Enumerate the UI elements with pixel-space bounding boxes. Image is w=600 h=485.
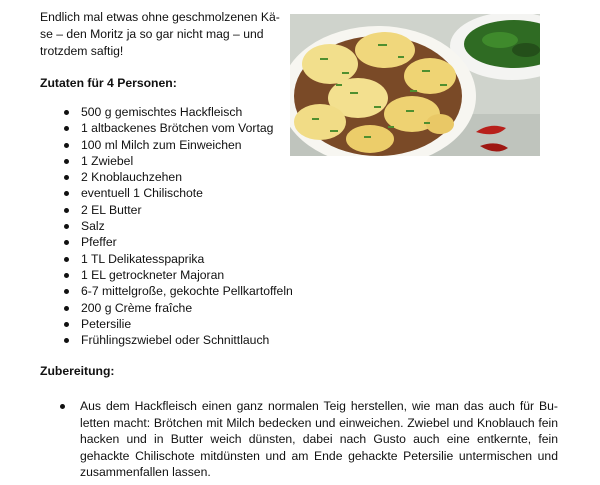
ingredient-item: 1 altbackenes Brötchen vom Vortag <box>40 120 293 136</box>
ingredients-list <box>40 104 293 348</box>
ingredient-item: Frühlingszwiebel oder Schnittlauch <box>40 332 293 348</box>
ingredient-item: 200 g Crème fraîche <box>40 300 293 316</box>
preparation-step: Aus dem Hackfleisch einen ganz normalen Teig herstellen, wie man das auch für Bu-letten macht: Brötchen mit Milch bedecken und einweichen. Zwiebel und Knoblauch fein hacken und in Butter weich dünsten, dabei nach Gusto auch eine entkernte, fein gehackte Chilischote mitdünsten und am Ende gehackte Petersilie untermischen und zusammenfallen lassen. <box>58 398 558 481</box>
ingredient-item: 2 Knoblauchzehen <box>40 169 293 185</box>
ingredient-item: 500 g gemischtes Hackfleisch <box>40 104 293 120</box>
preparation-heading: Zubereitung: <box>40 364 115 378</box>
ingredient-item: 2 EL Butter <box>40 202 293 218</box>
intro-text <box>40 9 280 60</box>
intro-line: se – den Moritz ja so gar nicht mag – und <box>40 27 264 41</box>
intro-line: Endlich mal etwas ohne geschmolzenen Kä- <box>40 10 280 24</box>
intro-line: trotzdem saftig! <box>40 44 124 58</box>
ingredient-item: Petersilie <box>40 316 293 332</box>
ingredient-item: Pfeffer <box>40 234 293 250</box>
ingredient-item: Salz <box>40 218 293 234</box>
ingredient-item: 100 ml Milch zum Einweichen <box>40 137 293 153</box>
ingredient-item: 6-7 mittelgroße, gekochte Pellkartoffeln <box>40 283 293 299</box>
ingredients-heading: Zutaten für 4 Personen: <box>40 76 177 90</box>
ingredient-item: 1 EL getrockneter Majoran <box>40 267 293 283</box>
preparation-steps <box>58 398 558 485</box>
ingredient-item: eventuell 1 Chilischote <box>40 185 293 201</box>
ingredient-item: 1 TL Delikatesspaprika <box>40 251 293 267</box>
ingredient-item: 1 Zwiebel <box>40 153 293 169</box>
casserole-photo <box>290 14 540 156</box>
